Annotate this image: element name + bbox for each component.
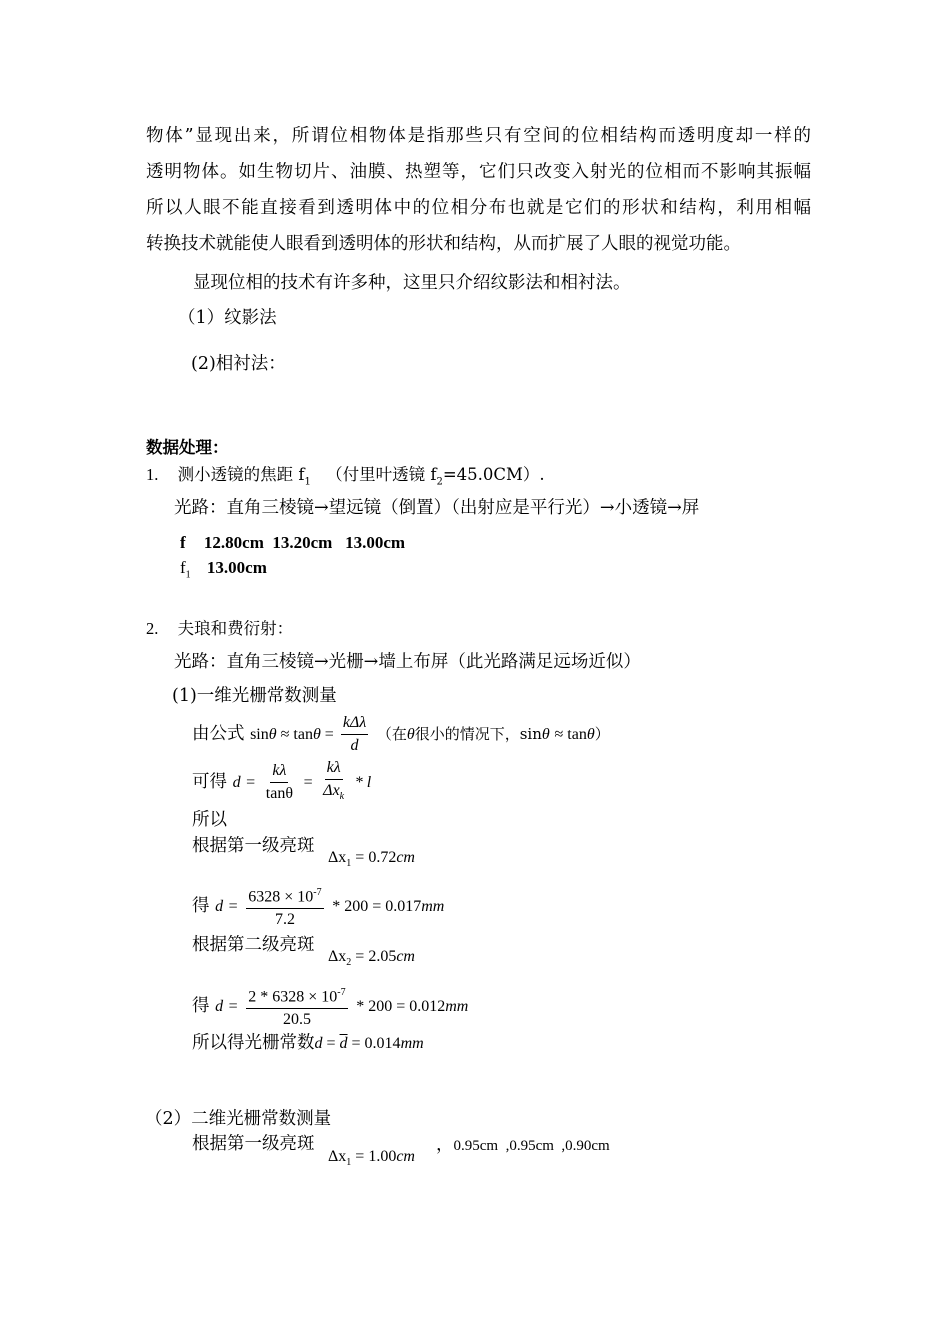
sub1-title: (1)一维光栅常数测量 [172, 686, 337, 706]
delta-x: Δx [328, 948, 347, 965]
derive-den-2 [321, 780, 346, 807]
theta-symbol: θ [406, 726, 415, 743]
formula-denominator: d [350, 737, 359, 754]
intro-line: 所以人眼不能直接看到透明体中的位相分布也就是它们的形状和结构，利用相幅 [146, 198, 811, 218]
intro-line: 透明物体。如生物切片、油膜、热塑等，它们只改变入射光的位相而不影响其振幅 [146, 162, 811, 182]
sub2-number: = 1.00 [351, 1148, 397, 1165]
calc-2-prefix: 得 [192, 996, 210, 1016]
result-prefix: 所以得光栅常数 [192, 1033, 315, 1053]
formula-fraction [341, 713, 368, 756]
f1-value: 13.00cm [206, 558, 267, 577]
derive-eq: = [246, 774, 256, 792]
sub2-first-order-value [328, 1144, 415, 1175]
derive-fraction-2 [321, 758, 346, 807]
so-text: 所以 [192, 810, 227, 830]
result-d-bar: $\overline{d}$ [339, 1035, 348, 1052]
calc-2-fraction [246, 983, 347, 1030]
calc-1-numerator [246, 883, 323, 909]
item-2-title-text: 夫琅和费衍射： [177, 619, 294, 638]
intro-paragraph [146, 118, 811, 262]
calc-1-denominator: 7.2 [274, 911, 295, 929]
formula-note-c: ≈ tan [554, 726, 587, 743]
calc-1-prefix: 得 [192, 896, 210, 916]
formula-line [192, 712, 610, 757]
delta-x-sub: 2 [346, 957, 352, 969]
item-1-title [146, 463, 545, 494]
calc-2-line [192, 980, 468, 1033]
derive-den-2-sub: k [339, 791, 345, 803]
second-order-unit: cm [396, 948, 415, 965]
calc-2-tail: * 200 = 0.012 [356, 998, 446, 1015]
result-d: d [314, 1035, 323, 1052]
formula-numerator: kΔλ [341, 713, 368, 735]
calc-1-eq: = [228, 898, 238, 915]
formula-note-d: ） [594, 725, 610, 743]
item-1-title-a: 测小透镜的焦距 f [177, 465, 305, 484]
theta-symbol: θ [586, 726, 595, 743]
derive-d: d [232, 774, 241, 792]
methods-sentence: 显现位相的技术有许多种，这里只介绍纹影法和相衬法。 [193, 273, 631, 293]
sub2-unit: cm [396, 1148, 415, 1165]
calc-1-exp: -7 [313, 886, 322, 898]
f1-label: f [180, 558, 186, 577]
sub2-delta-x [328, 1148, 415, 1169]
item-2-number: 2. [146, 619, 159, 638]
intro-line: 转换技术就能使人眼看到透明体的形状和结构，从而扩展了人眼的视觉功能。 [146, 234, 741, 254]
derivation-line [192, 758, 371, 807]
theta-symbol: θ [541, 726, 550, 743]
calc-2-d: d [215, 998, 224, 1015]
sub2-others: 0.95cm ,0.95cm ,0.90cm [453, 1138, 610, 1154]
item-1-title-sub: 1 [304, 476, 311, 488]
derive-den-1: tanθ [265, 785, 293, 803]
calc-1-tail: * 200 = 0.017 [332, 898, 422, 915]
formula-note-b: 很小的情况下，sin [414, 725, 542, 743]
formula-approx: ≈ tan [280, 726, 313, 743]
first-order-label: 根据第一级亮斑 [192, 836, 315, 856]
calc-1-unit: mm [421, 898, 445, 915]
grating-constant-result [192, 1031, 424, 1056]
method-1-schlieren: （1）纹影法 [178, 308, 277, 328]
f-measurements [180, 531, 405, 555]
method-2-phase-contrast: (2)相衬法： [191, 354, 286, 374]
calc-2-eq: = [228, 998, 238, 1015]
f-values: 12.80cm 13.20cm 13.00cm [203, 533, 406, 552]
formula-eq: = [324, 726, 334, 743]
calc-1-num-text: 6328 × 10 [248, 888, 314, 906]
second-order-number: = 2.05 [351, 948, 397, 965]
derive-eq-2: = [303, 774, 313, 792]
formula-note [377, 725, 610, 743]
derive-num-2: kλ [325, 758, 343, 780]
first-order-number: = 0.72 [351, 849, 397, 866]
item-2-title [146, 617, 293, 641]
result-unit: mm [400, 1035, 424, 1052]
first-order-unit: cm [396, 849, 415, 866]
second-order-value [328, 945, 415, 975]
second-order-label: 根据第二级亮斑 [192, 935, 315, 955]
derive-num-1: kλ [270, 761, 288, 783]
calc-1-fraction [246, 883, 323, 930]
formula-sin [250, 726, 338, 743]
derive-prefix: 可得 [192, 772, 227, 793]
calc-2-unit: mm [445, 998, 469, 1015]
calc-2-numerator [246, 983, 347, 1009]
formula-note-a: （在 [376, 725, 407, 743]
result-value: = 0.014 [347, 1035, 401, 1052]
f1-result [180, 556, 267, 587]
item-1-optical-path: 光路：直角三棱镜→望远镜（倒置）（出射应是平行光）→小透镜→屏 [174, 498, 700, 518]
calc-2-exp: -7 [337, 986, 346, 998]
sub2-comma: ， [436, 1135, 454, 1155]
f-label: f [180, 533, 186, 552]
delta-x: Δx [328, 1148, 347, 1165]
data-heading: 数据处理： [146, 438, 229, 457]
delta-x: Δx [328, 849, 347, 866]
calc-2-num-text: 2 * 6328 × 10 [248, 988, 338, 1006]
item-1-number: 1. [146, 465, 159, 484]
formula-sin-text: sin [250, 726, 269, 743]
theta-symbol: θ [312, 726, 321, 743]
first-order-value [328, 846, 415, 876]
sub2-other-values [436, 1133, 610, 1158]
calc-2-denominator: 20.5 [282, 1011, 311, 1029]
result-eq: = [322, 1035, 340, 1052]
item-2-optical-path: 光路：直角三棱镜→光栅→墙上布屏（此光路满足远场近似） [174, 652, 641, 672]
calc-1-line [192, 880, 444, 933]
derive-tail: * l [354, 774, 372, 792]
f1-sub: 1 [185, 569, 191, 581]
theta-symbol: θ [268, 726, 277, 743]
item-1-title-c: =45.0CM）. [442, 465, 545, 484]
intro-line: 物体”显现出来，所谓位相物体是指那些只有空间的位相结构而透明度却一样的 [146, 126, 811, 146]
delta-x-sub: 1 [346, 858, 352, 870]
delta-x-sub: 1 [346, 1157, 352, 1169]
formula-prefix: 由公式 [192, 724, 245, 744]
derive-den-2-text: Δx [323, 782, 340, 799]
sub2-first-order-label: 根据第一级亮斑 [192, 1134, 315, 1154]
sub2-title: （2）二维光栅常数测量 [145, 1109, 332, 1129]
derive-fraction-1 [264, 761, 295, 804]
calc-1-d: d [215, 898, 224, 915]
item-1-title-sub2: 2 [436, 476, 443, 488]
item-1-title-b: （付里叶透镜 f [326, 465, 437, 484]
